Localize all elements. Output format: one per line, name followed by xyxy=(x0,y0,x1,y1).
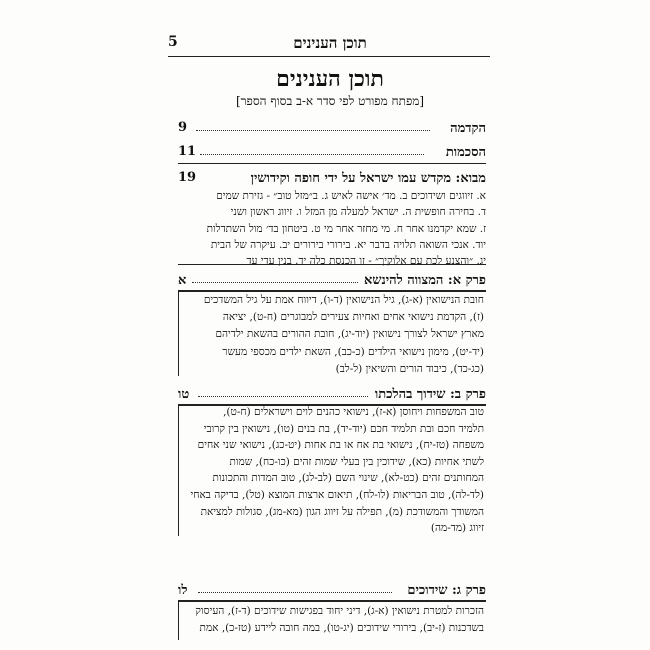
subtopic-line: זיווג (מד-מה) xyxy=(430,522,484,535)
subtopic-line: המשודך והמשודכת (מ), תפילה על זיווג הגון (מא-מג), סגולות למציאת xyxy=(200,505,484,518)
intro-subtopics xyxy=(178,188,486,269)
toc-entry-page: 19 xyxy=(178,170,197,185)
running-head: תוכן הענינים xyxy=(293,34,367,52)
subtopic-line: ז. שמא יקדמנו אחר ח. מי מחזר אחר מי ט. ביטחון בד׳ מול השתדלות xyxy=(206,222,486,235)
toc-entry-chapter-2[interactable] xyxy=(178,386,486,404)
page-title: תוכן הענינים xyxy=(276,66,384,92)
chapter-2-subtopics xyxy=(188,404,484,537)
toc-entry-chapter-1[interactable] xyxy=(178,272,486,290)
dot-leader xyxy=(192,282,358,283)
toc-entry-preface[interactable] xyxy=(178,120,486,138)
toc-entry-page: א xyxy=(178,273,187,288)
subtopic-line: טוב המשפחות ויחוסן (א-ז), נישואי כהנים לוים וישראלים (ח-ט), xyxy=(223,406,484,418)
dot-leader xyxy=(198,592,392,593)
page-subtitle: [מפתח מפורט לפי סדר א-ב בסוף הספר] xyxy=(235,94,425,108)
toc-entry-chapter-3[interactable] xyxy=(178,582,486,600)
toc-entry-page: לו xyxy=(178,583,188,598)
subtopic-line: א. זיווגים ושידוכים ב. מד׳ אישה לאיש ג. ב״מזל טוב״ - גזירת שמים xyxy=(216,190,486,202)
toc-entry-label: מבוא: מקדש עמו ישראל על ידי חופה וקידושין xyxy=(250,171,486,186)
subtopic-line: בשדכנות (ז-יב), בירורי שידוכים (יג-טו), במה חובה ליידע (טז-כ), אמת xyxy=(199,622,484,635)
subtopic-line: מארץ ישראל לצורך נישואין (יוד-יג), חובת ההורים בהשאת ילדיהם xyxy=(215,328,484,341)
chapter-2-sidebar xyxy=(178,404,179,536)
dot-leader xyxy=(198,396,368,397)
subtopic-line: יג. ״והצנע לכת עם אלוקיך״ - זו הכנסת כלה יד. בנין עדי עד xyxy=(246,255,486,268)
toc-entry-label: פרק ג: שידוכים xyxy=(407,583,486,598)
toc-entry-approbations[interactable] xyxy=(178,144,486,162)
toc-entry-label: פרק ב: שידוך בהלכתו xyxy=(374,387,486,402)
toc-entry-page: 11 xyxy=(178,144,197,159)
header-rule xyxy=(168,56,490,57)
subtopic-line: יוד. אנכי השואה תלויה בדבר יא. בירורי בירורים יב. עיקרה של הבית xyxy=(210,238,486,251)
subtopic-line: (ז), הקדמת נישואי אחים ואחיות צעירים למבוגרים (ח-ט), יציאה xyxy=(222,311,484,324)
chapter-3-subtopics xyxy=(188,603,484,637)
subtopic-line: משפחה (טז-יח), נישואי בת אח או בת אחות (יט-כג), נישואי שני אחים xyxy=(197,439,484,452)
toc-entry-label: הסכמות xyxy=(445,145,486,160)
subtopic-line: תלמיד חכם ובת תלמיד חכם (יוד-יד), בת בנים (טו), נישואין בין קרובי xyxy=(203,422,484,435)
subtopic-line: (יד-יט), מימון נישואי הילדים (כ-כב), השאת ילדים מכספי מעשר xyxy=(222,345,484,358)
chapter-1-sidebar xyxy=(178,290,179,376)
page-number: 5 xyxy=(168,34,178,50)
subtopic-line: לשתי אחיות (כא), שידוכין בין בעלי שמות זהים (כו-כח), שמות xyxy=(229,455,484,468)
subtopic-line: (כג-כד), כיבוד הורים והשיאין (ל-לב) xyxy=(335,362,484,375)
toc-entry-page: טו xyxy=(178,387,190,402)
toc-entry-intro[interactable] xyxy=(178,170,486,188)
subtopic-line: המחותנים זהים (כט-לא), שינוי השם (לב-לג), טוב המדות והתכונות xyxy=(212,472,484,485)
subtopic-line: חובת הנישואין (א-ג), גיל הנישואין (ד-ו), דיווח אמת על גיל המשדכים xyxy=(203,294,484,306)
section-rule xyxy=(178,264,486,265)
toc-entry-label: הקדמה xyxy=(450,121,486,136)
subtopic-line: (לד-לה), טוב הבריאות (לו-לח), תיאום ארצות המוצא (טל), בדיקה באחי xyxy=(190,488,484,501)
chapter-3-sidebar xyxy=(178,600,179,640)
dot-leader xyxy=(200,154,424,155)
chapter-3-rule xyxy=(178,600,486,602)
section-rule xyxy=(178,163,486,164)
toc-entry-label: פרק א: המצווה להינשא xyxy=(363,273,486,288)
subtopic-line: הזכרות למטרת נישואין (א-ג), דיני יחוד בפגישות שידוכים (ד-ז), העיסוק xyxy=(195,605,484,617)
toc-entry-page: 9 xyxy=(178,120,188,135)
chapter-1-subtopics xyxy=(188,292,484,378)
subtopic-line: ד. בחירה חופשית ה. ישראל למעלה מן המזל ו. זיווג ראשון ושני xyxy=(230,206,486,219)
dot-leader xyxy=(196,130,430,131)
